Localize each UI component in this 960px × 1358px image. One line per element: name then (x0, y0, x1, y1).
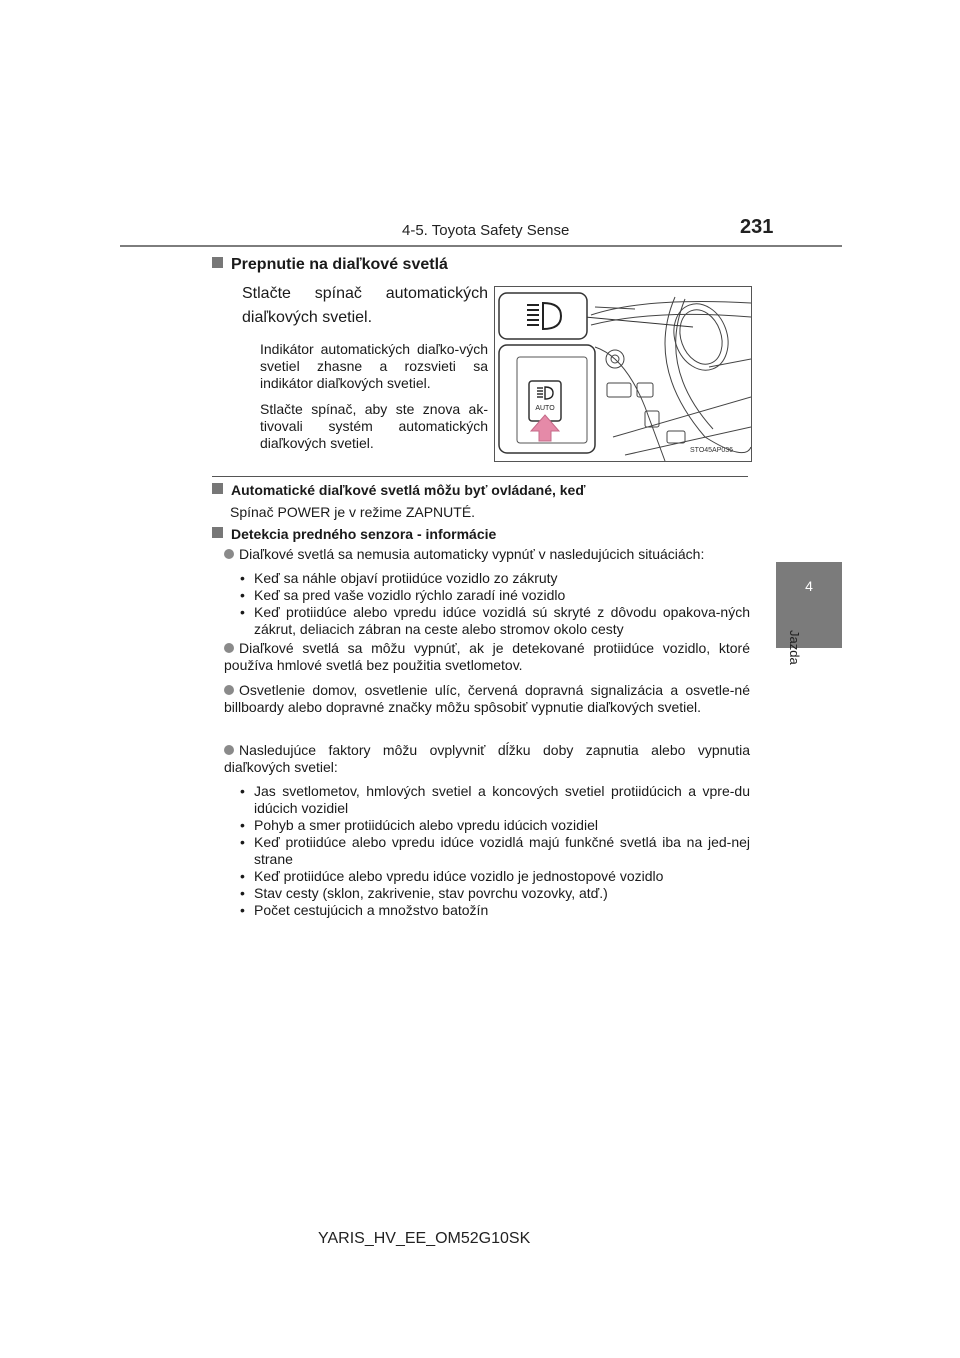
auto-button-label: AUTO (535, 405, 555, 412)
round-bullet-icon (224, 643, 234, 653)
square-bullet-icon (212, 483, 223, 494)
round-bullet-icon (224, 549, 234, 559)
round-bullet-icon (224, 745, 234, 755)
chapter-label: Jazda (787, 630, 802, 665)
sub-list-2 (240, 783, 750, 919)
sub-list-1 (240, 570, 750, 638)
list-item: • Stav cesty (sklon, zakrivenie, stav povrchu vozovky, atď.) (240, 885, 750, 902)
section-title: Prepnutie na diaľkové svetlá (212, 256, 448, 274)
info-bullet-4: Nasledujúce faktory môžu ovplyvniť dĺžku doby zapnutia alebo vypnutia diaľkových svetiel: (224, 742, 750, 775)
chapter-number: 4 (805, 578, 813, 594)
note-2: Stlačte spínač, aby ste znova ak-tivovali systém automatických diaľkových svetiel. (260, 401, 488, 451)
section-header: 4-5. Toyota Safety Sense (402, 222, 570, 239)
info-bullet-3: Osvetlenie domov, osvetlenie ulíc, červená dopravná signalizácia a osvetle-né billboardy alebo dopravné značky môžu spôsobiť vypnutie diaľkových svetiel. (224, 682, 750, 715)
list-item: • Keď protiidúce alebo vpredu idúce vozidlá majú funkčné svetlá iba na jed-nej strane (240, 834, 750, 868)
dashboard-illustration (494, 286, 752, 462)
list-item: • Jas svetlometov, hmlových svetiel a koncových svetiel protiidúcich a vpre-du idúcich vozidiel (240, 783, 750, 817)
info-title-1: Automatické diaľkové svetlá môžu byť ovládané, keď (212, 482, 585, 498)
list-item: • Počet cestujúcich a množstvo batožín (240, 902, 750, 919)
note-1: Indikátor automatických diaľko-vých svetiel zhasne a rozsvieti sa indikátor diaľkových svetiel. (260, 341, 488, 391)
document-code: YARIS_HV_EE_OM52G10SK (318, 1230, 531, 1247)
square-bullet-icon (212, 257, 223, 268)
instruction-notes (260, 341, 488, 461)
list-item: • Keď sa pred vaše vozidlo rýchlo zaradí iné vozidlo (240, 587, 750, 604)
illustration-code: STO45AP036 (690, 447, 734, 454)
list-item: • Keď protiidúce alebo vpredu idúce vozidlá sú skryté z dôvodu opakova-ných zákrut, deliacich zábran na ceste alebo stromov okolo cesty (240, 604, 750, 638)
list-item: • Keď protiidúce alebo vpredu idúce vozidlo je jednostopové vozidlo (240, 868, 750, 885)
info-bullet-1: Diaľkové svetlá sa nemusia automaticky vypnúť v nasledujúcich situáciách: (224, 546, 750, 563)
info-text-1: Spínač POWER je v režime ZAPNUTÉ. (230, 504, 476, 520)
dashboard-drawing (495, 287, 751, 461)
square-bullet-icon (212, 527, 223, 538)
info-bullet-2: Diaľkové svetlá sa môžu vypnúť, ak je detekované protiidúce vozidlo, ktoré používa hmlové svetlá bez použitia svetlometov. (224, 640, 750, 673)
page-number: 231 (740, 216, 774, 238)
instruction-text: Stlačte spínač automatických diaľkových svetiel. (242, 285, 488, 326)
header-rule (120, 245, 842, 247)
list-item: • Keď sa náhle objaví protiidúce vozidlo zo zákruty (240, 570, 750, 587)
info-title-2: Detekcia predného senzora - informácie (212, 526, 496, 542)
section-divider (212, 476, 748, 477)
round-bullet-icon (224, 685, 234, 695)
list-item: • Pohyb a smer protiidúcich alebo vpredu idúcich vozidiel (240, 817, 750, 834)
